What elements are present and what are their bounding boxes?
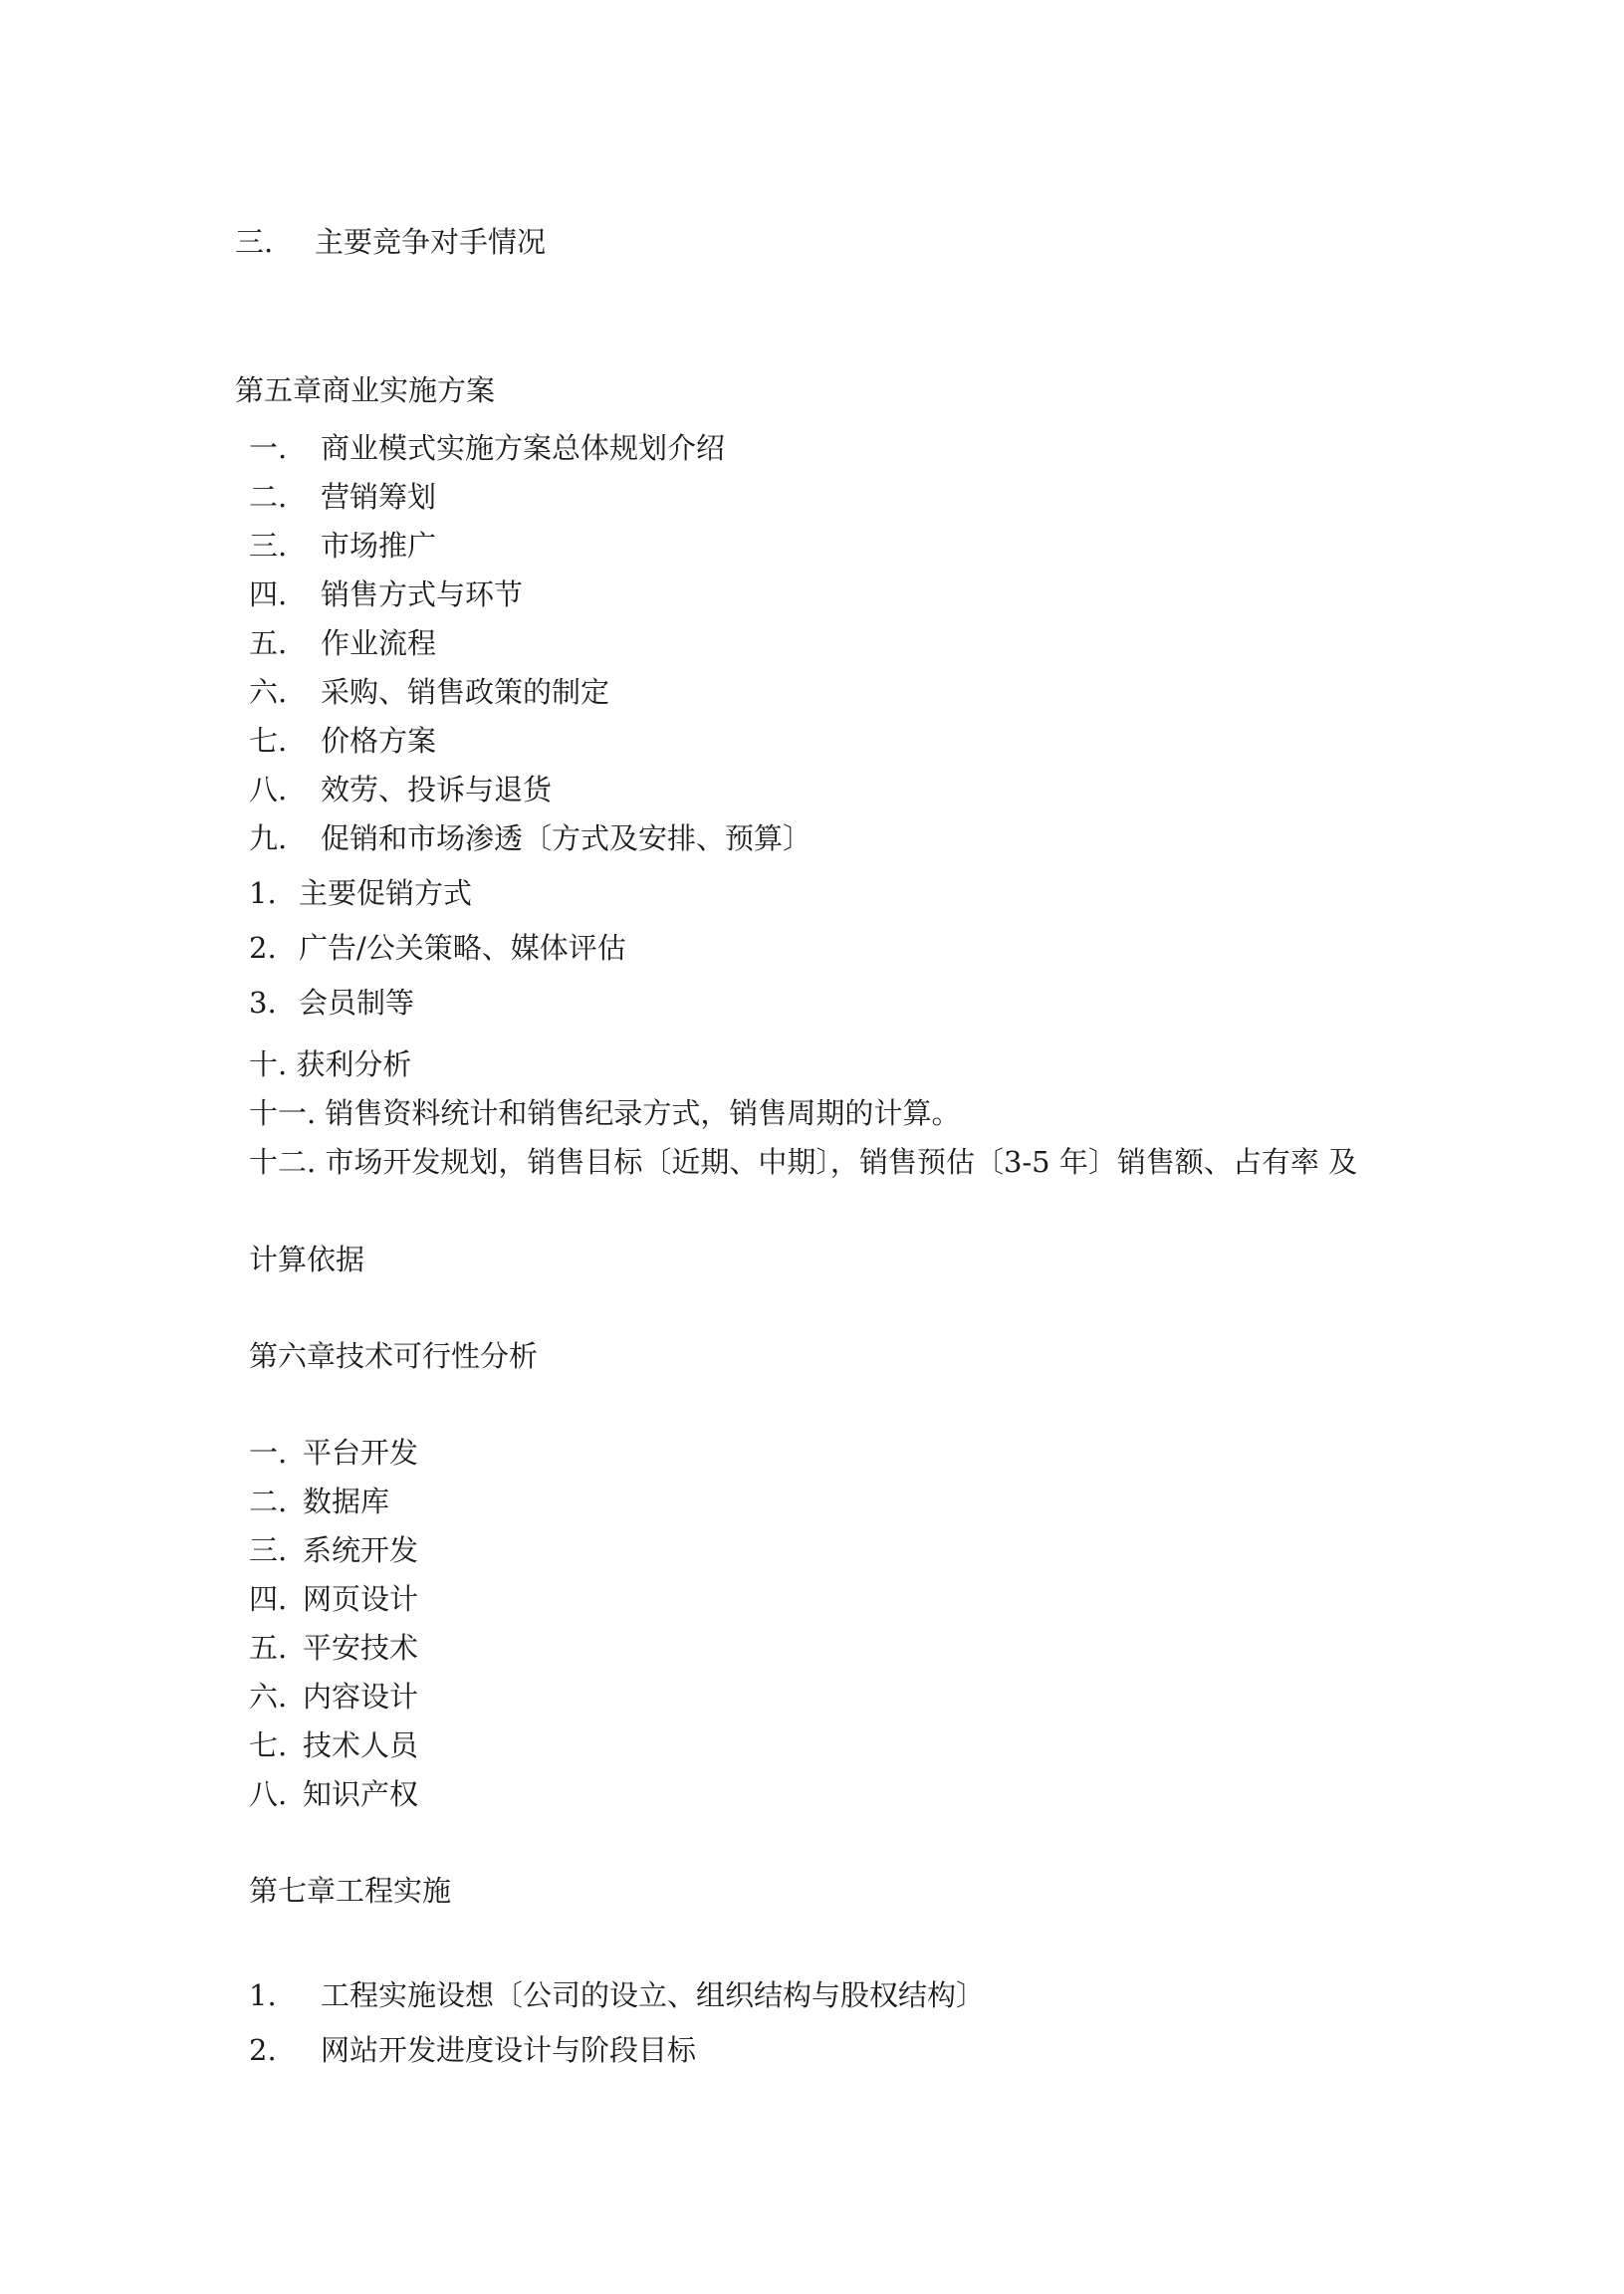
list-item: 一. 商业模式实施方案总体规划介绍 [249,431,726,465]
list-item: 八. 效劳、投诉与退货 [249,773,553,806]
sub-list-item: 2. 广告/公关策略、媒体评估 [249,931,626,965]
list-item: 七. 价格方案 [249,724,437,758]
list-item: 十. 获利分析 [249,1047,412,1081]
list-item: 五. 作业流程 [249,626,437,660]
chapter-title: 第七章工程实施 [249,1874,452,1908]
list-item: 六. 内容设计 [249,1680,419,1714]
section-heading: 三. 主要竞争对手情况 [235,225,547,259]
list-item-continuation: 计算依据 [249,1243,365,1276]
list-item: 一. 平台开发 [249,1436,419,1470]
list-item: 十一. 销售资料统计和销售纪录方式，销售周期的计算。 [249,1096,961,1130]
list-item: 四. 网页设计 [249,1582,419,1616]
list-item: 三. 系统开发 [249,1533,419,1567]
sub-list-item: 3. 会员制等 [249,986,415,1020]
list-item: 1. 工程实施设想〔公司的设立、组织结构与股权结构〕 [249,1978,986,2012]
list-item: 二. 营销筹划 [249,480,437,514]
sub-list-item: 1. 主要促销方式 [249,876,473,910]
list-item: 2. 网站开发进度设计与阶段目标 [249,2033,697,2067]
list-item: 六. 采购、销售政策的制定 [249,675,610,709]
chapter-title: 第六章技术可行性分析 [249,1339,539,1373]
list-item: 十二. 市场开发规划，销售目标〔近期、中期〕，销售预估〔3-5 年〕销售额、占有率 及 [249,1145,1358,1179]
list-item: 八. 知识产权 [249,1777,419,1811]
chapter-title: 第五章商业实施方案 [235,373,496,407]
list-item: 九. 促销和市场渗透〔方式及安排、预算〕 [249,821,812,855]
list-item: 三. 市场推广 [249,529,437,563]
list-item: 七. 技术人员 [249,1728,419,1762]
list-item: 二. 数据库 [249,1485,390,1518]
list-item: 五. 平安技术 [249,1631,419,1665]
list-item: 四. 销售方式与环节 [249,577,524,611]
